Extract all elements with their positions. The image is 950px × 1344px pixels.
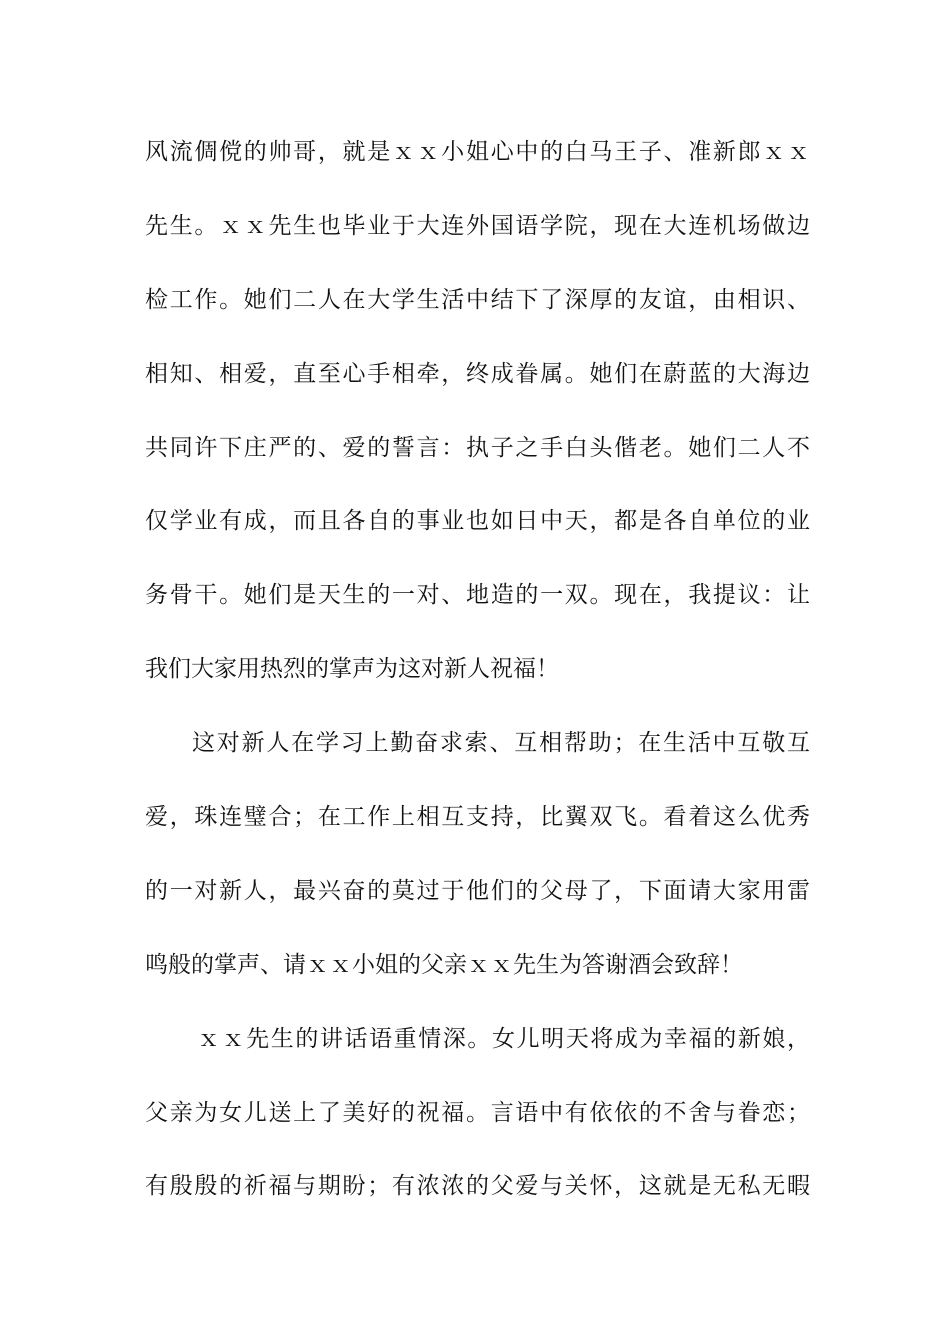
- text-line: 共同许下庄严的、爱的誓言：执子之手白头偕老。她们二人不: [145, 434, 810, 461]
- paragraph-first-line: 这对新人在学习上勤奋求索、互相帮助；在生活中互敬互: [192, 730, 810, 757]
- text-line: 有殷殷的祈福与期盼；有浓浓的父爱与关怀，这就是无私无暇: [145, 1173, 810, 1200]
- text-line: 我们大家用热烈的掌声为这对新人祝福！: [145, 656, 559, 683]
- text-line: 先生。ｘｘ先生也毕业于大连外国语学院，现在大连机场做边: [145, 212, 810, 239]
- paragraph-first-line: ｘｘ先生的讲话语重情深。女儿明天将成为幸福的新娘，: [197, 1025, 810, 1052]
- text-line: 爱，珠连璧合；在工作上相互支持，比翼双飞。看着这么优秀: [145, 804, 810, 831]
- text-line: 的一对新人，最兴奋的莫过于他们的父母了，下面请大家用雷: [145, 877, 810, 904]
- text-line: 务骨干。她们是天生的一对、地造的一双。现在，我提议：让: [145, 582, 810, 609]
- text-line: 风流倜傥的帅哥，就是ｘｘ小姐心中的白马王子、准新郎ｘｘ: [145, 139, 810, 165]
- text-line: 鸣般的掌声、请ｘｘ小姐的父亲ｘｘ先生为答谢酒会致辞！: [145, 951, 743, 978]
- text-line: 相知、相爱，直至心手相牵，终成眷属。她们在蔚蓝的大海边: [145, 360, 810, 387]
- body-text: [145, 128, 810, 1236]
- text-line: 检工作。她们二人在大学生活中结下了深厚的友谊，由相识、: [145, 286, 810, 313]
- text-line: 仅学业有成，而且各自的事业也如日中天，都是各自单位的业: [145, 508, 810, 535]
- text-line: 父亲为女儿送上了美好的祝福。言语中有依依的不舍与眷恋；: [145, 1099, 810, 1126]
